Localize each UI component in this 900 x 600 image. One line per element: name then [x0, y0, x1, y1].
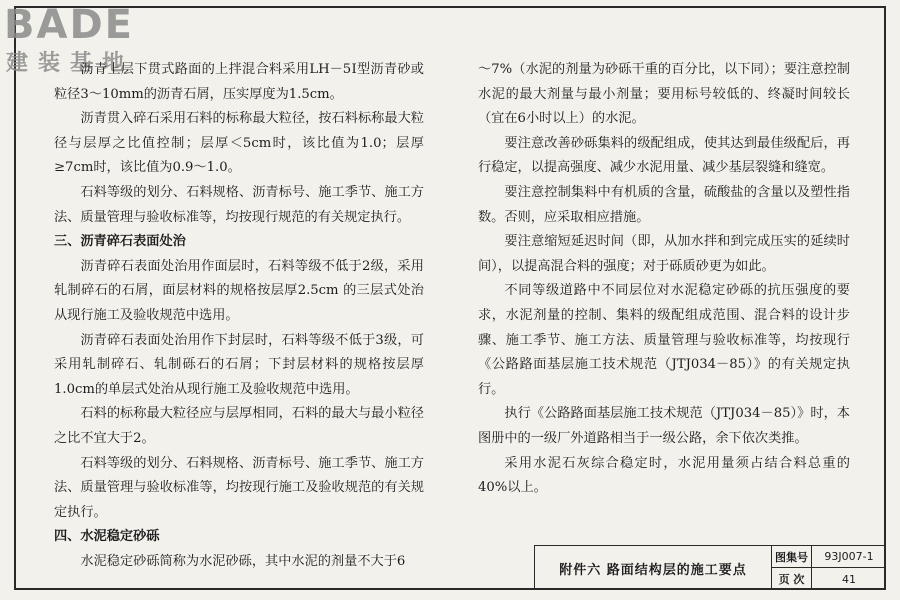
atlas-number-value: 93J007-1: [812, 546, 886, 568]
body-paragraph: 执行《公路路面基层施工技术规范（JTJ034－85）》时，本图册中的一级厂外道路相当于一级公路，余下依次类推。: [478, 406, 850, 446]
atlas-number-label: 图集号: [772, 546, 812, 568]
body-paragraph: 沥青贯入碎石采用石料的标称最大粒径，按石料标称最大粒径与层厚之比值控制；层厚＜5cm时，该比值为1.0；层厚≥7cm时，该比值为0.9～1.0。: [54, 111, 424, 176]
section-heading: 三、沥青碎石表面处治: [54, 234, 186, 250]
section-heading: 四、水泥稳定砂砾: [54, 529, 160, 545]
body-paragraph: 要注意缩短延迟时间（即，从加水拌和到完成压实的延续时间），以提高混合料的强度；对于砾质砂更为如此。: [478, 234, 850, 274]
left-text-column: [54, 58, 424, 574]
right-text-column: [478, 58, 850, 501]
body-paragraph: 水泥稳定砂砾简称为水泥砂砾，其中水泥的剂量不大于6: [80, 553, 406, 569]
body-paragraph: 要注意控制集料中有机质的含量，硫酸盐的含量以及塑性指数。否则，应采取相应措施。: [478, 184, 850, 225]
logo-brand: BADE: [4, 2, 134, 48]
body-paragraph: 石料等级的划分、石料规格、沥青标号、施工季节、施工方法、质量管理与验收标准等，均按现行施工及验收规范的有关规定执行。: [54, 455, 424, 520]
continued-paragraph: ～7%（水泥的剂量为砂砾干重的百分比，以下同）；要注意控制水泥的最大剂量与最小剂量；要用标号较低的、终凝时间较长（宜在6小时以上）的水泥。: [478, 62, 850, 127]
body-paragraph: 采用水泥石灰综合稳定时，水泥用量须占结合料总重的40%以上。: [478, 455, 850, 496]
body-paragraph: 要注意改善砂砾集料的级配组成，使其达到最佳级配后，再行稳定，以提高强度、减少水泥用量、减少基层裂缝和缝宽。: [478, 135, 850, 176]
page-number-label: 页 次: [772, 568, 812, 590]
page-number-value: 41: [842, 572, 856, 586]
drawing-title: 附件六 路面结构层的施工要点: [535, 546, 772, 590]
body-paragraph: 沥青碎石表面处治用作下封层时，石料等级不低于3级，可采用轧制碎石、轧制砾石的石屑；下封层材料的规格按层厚1.0cm的单层式处治从现行施工及验收规范中选用。: [54, 332, 424, 397]
body-paragraph: 石料等级的划分、石料规格、沥青标号、施工季节、施工方法、质量管理与验收标准等，均按现行规范的有关规定执行。: [54, 184, 424, 225]
body-paragraph: 沥青碎石表面处治用作面层时，石料等级不低于2级，采用轧制碎石的石屑，面层材料的规格按层厚2.5cm 的三层式处治从现行施工及验收规范中选用。: [54, 258, 424, 323]
body-paragraph: 不同等级道路中不同层位对水泥稳定砂砾的抗压强度的要求，水泥剂量的控制、集料的级配组成范围、混合料的设计步骤、施工季节、施工方法、质量管理与验收标准等，均按现行《公路路面基层施工技术规范（JTJ034－85）》的有关规定执行。: [478, 283, 850, 397]
logo-subtitle: 建装基地: [6, 51, 135, 76]
body-paragraph: 石料的标称最大粒径应与层厚相同，石料的最大与最小粒径之比不宜大于2。: [54, 406, 424, 446]
title-block: [534, 545, 886, 590]
title-block-grid: [772, 546, 886, 590]
body-paragraph: 沥青上层下贯式路面的上拌混合料采用LH－5Ⅰ型沥青砂或粒径3～10mm的沥青石屑，压实厚度为1.5cm。: [54, 62, 424, 102]
